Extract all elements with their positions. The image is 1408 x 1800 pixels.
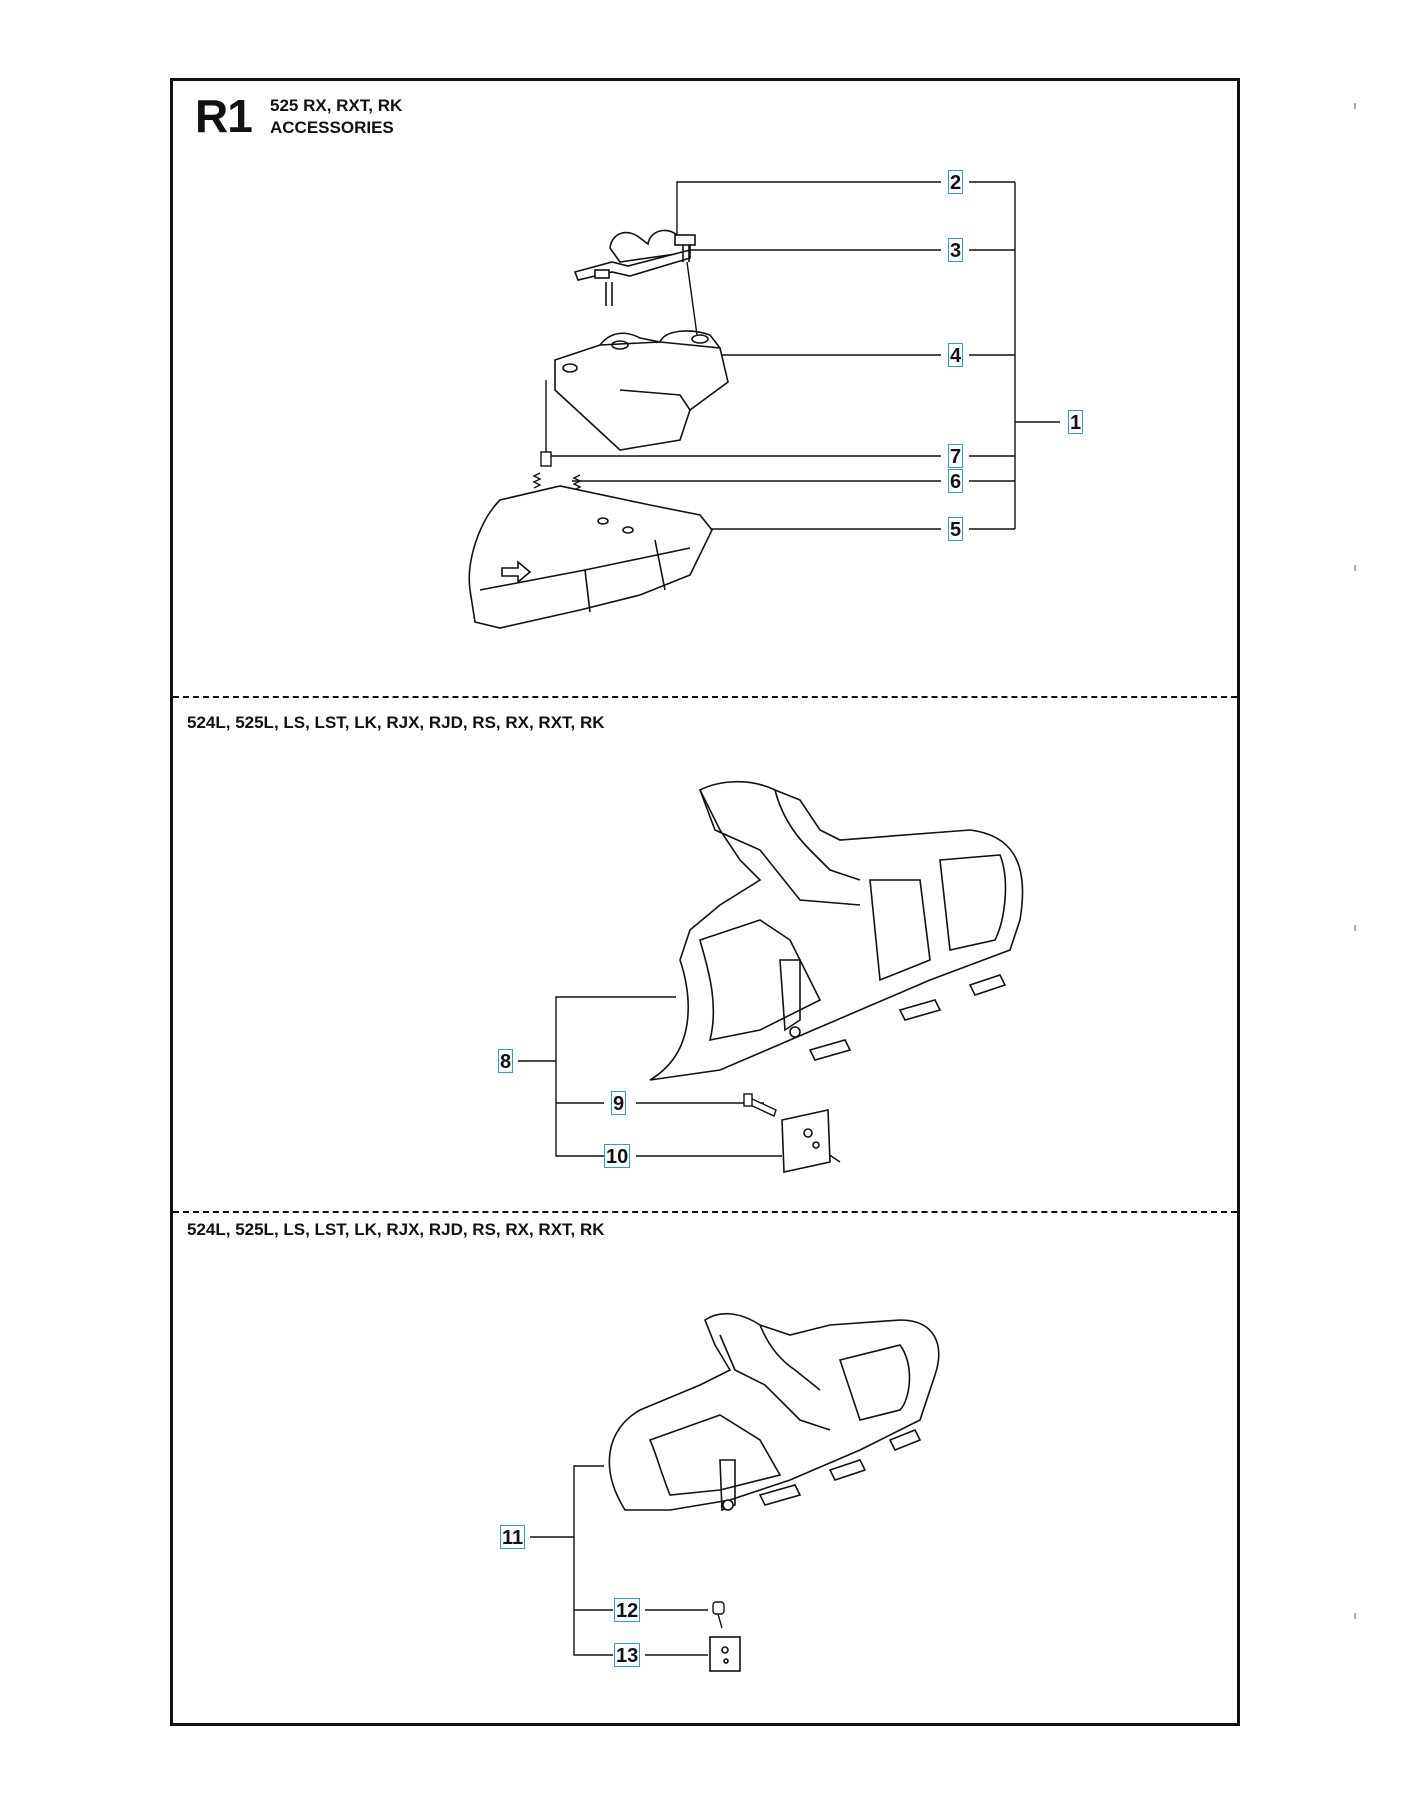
plate-part xyxy=(782,1110,830,1172)
callout-7[interactable]: 7 xyxy=(950,446,962,468)
callout-11[interactable]: 11 xyxy=(502,1527,524,1549)
holder-part xyxy=(555,331,728,450)
edge-mark xyxy=(1354,925,1356,931)
callout-5[interactable]: 5 xyxy=(950,519,962,541)
page-code: R1 xyxy=(195,90,252,142)
screw-12-part xyxy=(713,1602,724,1628)
section-2-title: 524L, 525L, LS, LST, LK, RJX, RJD, RS, RX, RXT, RK xyxy=(187,713,605,732)
callout-13[interactable]: 13 xyxy=(616,1645,639,1667)
large-guard-part xyxy=(650,782,1023,1080)
clamp-part xyxy=(575,230,695,306)
callout-3[interactable]: 3 xyxy=(950,240,962,262)
edge-mark xyxy=(1354,1613,1356,1619)
page-title: ACCESSORIES xyxy=(270,118,394,137)
edge-mark xyxy=(1354,103,1356,109)
callout-6[interactable]: 6 xyxy=(950,471,962,493)
callout-9[interactable]: 9 xyxy=(613,1093,625,1115)
plate-13-part xyxy=(710,1637,740,1671)
callout-10[interactable]: 10 xyxy=(606,1146,629,1168)
callout-2[interactable]: 2 xyxy=(950,172,962,194)
callout-12[interactable]: 12 xyxy=(616,1600,639,1622)
pin-part xyxy=(541,452,551,466)
edge-mark xyxy=(1354,565,1356,571)
model-line: 525 RX, RXT, RK xyxy=(270,96,403,115)
guard-part xyxy=(469,486,712,628)
callout-4[interactable]: 4 xyxy=(950,345,962,367)
section-3-title: 524L, 525L, LS, LST, LK, RJX, RJD, RS, RX, RXT, RK xyxy=(187,1220,605,1239)
bolt-part xyxy=(744,1094,776,1116)
callout-1[interactable]: 1 xyxy=(1070,412,1082,434)
guard-11-part xyxy=(609,1314,938,1510)
callout-8[interactable]: 8 xyxy=(500,1051,512,1073)
